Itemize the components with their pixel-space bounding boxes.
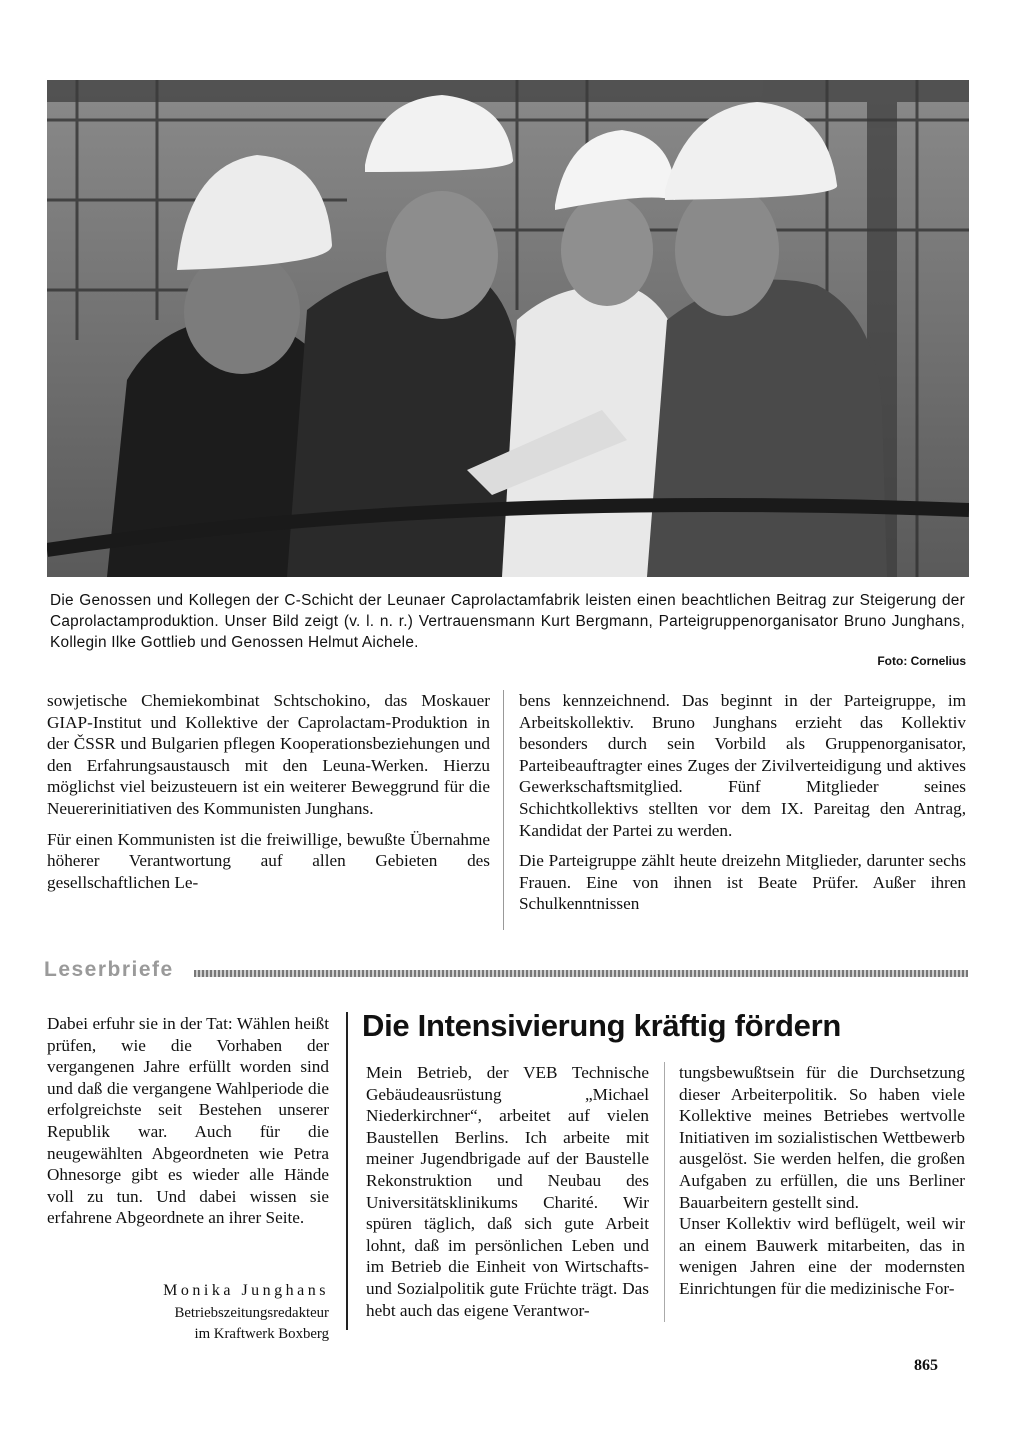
article-photo (47, 80, 969, 577)
letter-paragraph: Mein Betrieb, der VEB Technische Gebäudeausrüstung „Michael Niederkirchner“, arbeitet auf vielen Baustellen Berlins. Ich arbeite mit meiner Jugendbrigade auf der Baustelle Rekonstruktion und Neubau des Universitätsklinikums Charité. Wir spüren täglich, daß sich gute Arbeit lohnt, daß im persönlichen Leben und im Betrieb die Einheit von Wirtschafts- und Sozialpolitik gute Früchte trägt. Das hebt auch das eigene Verantwor- (366, 1063, 649, 1320)
signature-role: Betriebszeitungsredakteur (174, 1305, 329, 1321)
article-paragraph: sowjetische Chemiekombinat Schtschokino, das Moskauer GIAP-Institut und Kollektive der Caprolactam-Produktion in der ČSSR und Bulgarien pflegen Kooperationsbeziehungen und den Erfahrungsaustausch mit den Leuna-Werken. Hierzu möglichst viel beizusteuern ist ein weiterer Beweggrund für die Neuererinitiativen des Kommunisten Junghans. (47, 691, 490, 818)
letter-signature (47, 1279, 329, 1345)
article-top-right-column (519, 690, 966, 915)
photo-caption (50, 590, 965, 653)
letter-right-right-column (679, 1062, 965, 1300)
letter-left-text: Dabei erfuhr sie in der Tat: Wählen heißt prüfen, wie die Vorhaben der vergangenen Jahre erfüllt worden sind und daß die vergangene Wahlperiode die erfolgreichste seit Bestehen unserer Republik war. Auch für die neugewählten Abgeordneten wie Petra Ohnesorge gibt es wieder alle Hände voll zu tun. Und dabei wissen sie erfahrene Abgeordnete an ihrer Seite. (47, 1014, 329, 1228)
section-header (44, 958, 968, 988)
page-number: 865 (914, 1357, 938, 1374)
letter-paragraph: Unser Kollektiv wird beflügelt, weil wir an einem Bauwerk mitarbeiten, das in wenigen Jahren eine der modernsten Einrichtungen für die medizinische For- (679, 1214, 965, 1298)
photo-credit: Foto: Cornelius (877, 654, 966, 668)
photo-four-workers-hard-hats-icon (47, 80, 969, 577)
photo-caption-text: Die Genossen und Kollegen der C-Schicht der Leunaer Caprolactamfabrik leisten einen beachtlichen Beitrag zur Steigerung der Caprolactamproduktion. Unser Bild zeigt (v. l. n. r.) Vertrauensmann Kurt Bergmann, Parteigruppenorganisator Bruno Junghans, Kollegin Ilke Gottlieb und Genossen Helmut Aichele. (50, 592, 965, 651)
signature-place: im Kraftwerk Boxberg (194, 1326, 329, 1342)
letter-paragraph: tungsbewußtsein für die Durchsetzung dieser Arbeiterpolitik. So haben viele Kollektive meines Betriebes wertvolle Initiativen im sozialistischen Wettbewerb ausgelöst. Sie werden helfen, die großen Aufgaben zu erfüllen, die uns Berliner Bauarbeitern gestellt sind. (679, 1063, 965, 1212)
article-top-left-column (47, 690, 490, 893)
letter-right-left-column (366, 1062, 649, 1321)
article-paragraph: bens kennzeichnend. Das beginnt in der Parteigruppe, im Arbeitskollektiv. Bruno Junghans erzieht das Kollektiv besonders durch sein Vorbild als Gruppenorganisator, Parteibeauftragter eines Zuges der Zivilverteidigung und aktives Gewerkschaftsmitglied. Fünf Mitglieder seines Schichtkollektivs stellten vor dem IX. Pareitag den Antrag, Kandidat der Partei zu werden. (519, 691, 966, 840)
letter-headline: Die Intensivierung kräftig fördern (362, 1008, 841, 1043)
column-divider (503, 690, 504, 930)
signature-name: Monika Junghans (163, 1282, 329, 1299)
article-paragraph: Für einen Kommunisten ist die freiwillige, bewußte Übernahme höherer Verantwortung auf allen Gebieten des gesellschaftlichen Le- (47, 829, 490, 892)
column-divider (664, 1062, 665, 1322)
article-paragraph: Die Parteigruppe zählt heute dreizehn Mitglieder, darunter sechs Frauen. Eine von ihnen ist Beate Prüfer. Außer ihren Schulkenntnissen (519, 851, 966, 914)
letter-left (47, 1013, 329, 1229)
section-title: Leserbriefe (44, 958, 174, 981)
section-rule (194, 970, 968, 977)
letter-divider (346, 1012, 348, 1330)
